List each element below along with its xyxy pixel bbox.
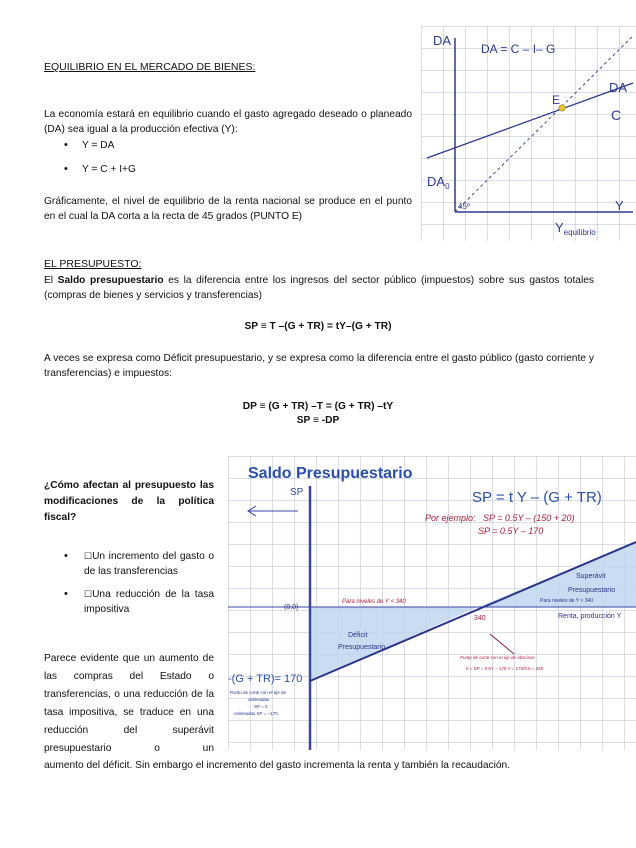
example-eq1: SP = 0.5Y – (150 + 20) xyxy=(483,513,575,523)
da0-label: $DA_0$ xyxy=(427,174,450,191)
left-note: Punto de corte con el eje de xyxy=(230,690,287,695)
cross-note: Punto de corte con el eje de abscisas xyxy=(460,655,535,660)
saldo-presupuestario-bold: Saldo presupuestario xyxy=(57,275,164,286)
angle-label: 45º xyxy=(458,202,470,211)
annotation-arrow xyxy=(490,634,514,654)
line-45-degrees xyxy=(455,36,633,212)
left-note-4: ordenadas SP = –170 xyxy=(234,711,278,716)
deficit-label: Déficit xyxy=(348,632,368,639)
deficit-paragraph: A veces se expresa como Déficit presupuestario, y se expresa como la diferencia entre el gasto público (gasto corriente y transferencias) e impuestos: xyxy=(44,353,594,379)
main-equation: SP = t Y – (G + TR) xyxy=(472,489,602,506)
cross-value: 340 xyxy=(474,615,486,622)
graphic-paragraph: Gráficamente, el nivel de equilibrio de la renta nacional se produce en el punto en el cual la DA corta a la recta de 45 grados (PUNTO E) xyxy=(44,196,412,222)
da-equation: DA = C – I– G xyxy=(481,42,556,56)
da-axis-label: DA xyxy=(433,33,452,48)
c-label: C xyxy=(611,107,622,123)
equilibrium-chart xyxy=(421,26,636,241)
origin-label: (0,0) xyxy=(284,604,299,611)
formula-dp: DP ≡ (G + TR) –T = (G + TR) –tY xyxy=(242,401,394,412)
left-note-2: ordenadas xyxy=(248,697,270,702)
chart-title: Saldo Presupuestario xyxy=(248,465,413,482)
renta-label: Renta, producción Y xyxy=(558,613,622,620)
da-line-label: DA xyxy=(609,80,628,95)
list-item: • ☐Una reducción de la tasa impositiva xyxy=(44,587,214,617)
formula-sp: SP ≡ T –(G + TR) = tY–(G + TR) xyxy=(244,321,392,332)
policy-paragraph-end: aumento del déficit. Sin embargo el incremento del gasto incrementa la renta y también la recaudación. xyxy=(44,760,511,771)
equilibrium-figure xyxy=(421,26,636,241)
sp-axis-label: SP xyxy=(290,487,304,498)
formula-sp-neg: SP ≡ -DP xyxy=(296,415,340,426)
intercept-label: -(G + TR)= 170 xyxy=(228,673,303,685)
list-item: • ☐Un incremento del gasto o de las transferencias xyxy=(44,549,214,579)
section-title-equilibrio: EQUILIBRIO EN EL MERCADO DE BIENES: xyxy=(44,61,256,73)
y-equilibrium-label: $Y_{equilibrio}$ xyxy=(555,220,596,237)
policy-paragraph: Parece evidente que un aumento de las compras del Estado o transferencias, o una reducción de la tasa impositiva, se traduce en una reducción del superávit presupuestario o un xyxy=(44,653,214,754)
policy-question: ¿Cómo afectan al presupuesto las modificaciones de la política fiscal? xyxy=(44,480,214,523)
deficit-label-2: Presupuestario xyxy=(338,644,386,651)
equilibrio-paragraph: La economía estará en equilibrio cuando el gasto agregado deseado o planeado (DA) sea igual a la producción efectiva (Y): xyxy=(44,109,412,135)
list-item: • Y = DA xyxy=(44,138,344,153)
left-note-3: SP = 0 xyxy=(254,704,268,709)
y-axis-x-label: Y xyxy=(615,198,624,213)
presupuesto-intro: El Saldo presupuestario es la diferencia entre los ingresos del sector público (impuestos) sobre sus gastos totales (compras de bienes y servicios y transferencias) xyxy=(44,275,594,301)
point-e-label: E xyxy=(552,93,561,107)
example-eq2: SP = 0.5Y – 170 xyxy=(478,526,544,536)
superavit-label-2: Presupuestario xyxy=(568,587,616,594)
list-item: • Y = C + I+G xyxy=(44,162,344,177)
example-prefix: Por ejemplo: xyxy=(425,513,476,523)
da-line xyxy=(427,83,633,158)
superavit-label: Superávit xyxy=(576,573,606,580)
section-title-presupuesto: EL PRESUPUESTO: xyxy=(44,258,142,270)
cross-formula: 0 = SP = 0.5Y – 170 Y = 170/0.5 = 340 xyxy=(466,666,544,671)
equilibrio-bullets xyxy=(44,138,344,177)
saldo-chart xyxy=(228,456,636,750)
policy-bullets xyxy=(44,549,214,617)
superavit-note: Para niveles de Y > 340 xyxy=(540,598,594,604)
deficit-note: Para niveles de Y < 340 xyxy=(342,599,406,605)
saldo-figure xyxy=(228,456,636,750)
